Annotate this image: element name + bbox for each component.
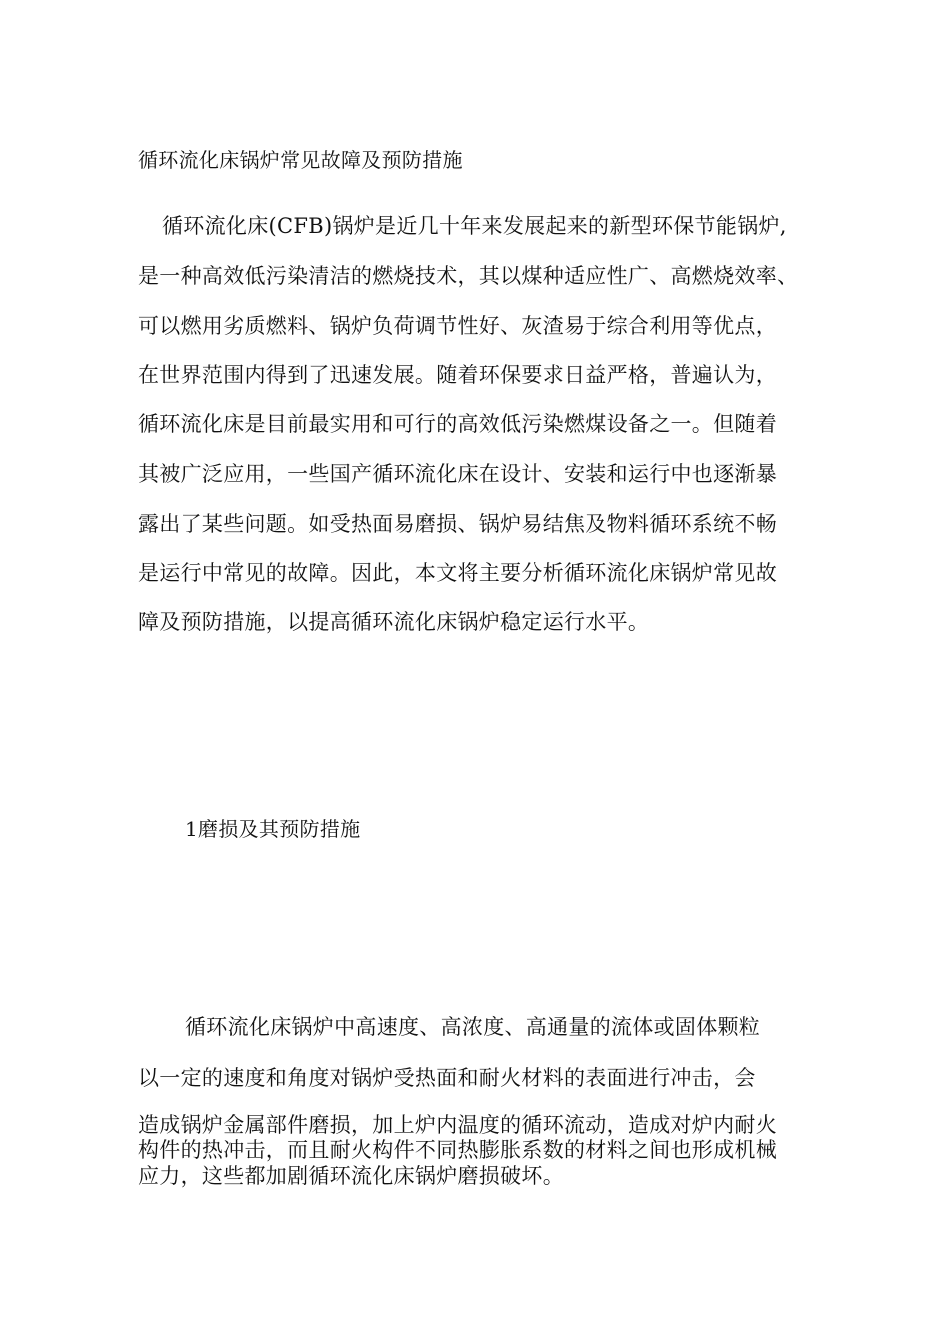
intro-line-3: 可以燃用劣质燃料、锅炉负荷调节性好、灰渣易于综合利用等优点， — [138, 314, 777, 338]
intro-line-6: 其被广泛应用，一些国产循环流化床在设计、安装和运行中也逐渐暴 — [138, 462, 777, 486]
intro-line-9: 障及预防措施，以提高循环流化床锅炉稳定运行水平。 — [138, 610, 650, 634]
intro-line-1: 循环流化床(CFB)锅炉是近几十年来发展起来的新型环保节能锅炉, — [162, 214, 787, 238]
intro-line-2: 是一种高效低污染清洁的燃烧技术，其以煤种适应性广、高燃烧效率、 — [138, 264, 799, 288]
section-line-1: 循环流化床锅炉中高速度、高浓度、高通量的流体或固体颗粒 — [185, 1015, 761, 1039]
intro-line-8: 是运行中常见的故障。因此，本文将主要分析循环流化床锅炉常见故 — [138, 561, 777, 585]
section-line-4: 构件的热冲击，而且耐火构件不同热膨胀系数的材料之间也形成机械 — [138, 1138, 777, 1162]
section-line-3: 造成锅炉金属部件磨损，加上炉内温度的循环流动，造成对炉内耐火 — [138, 1113, 777, 1137]
section-heading: 1磨损及其预防措施 — [185, 817, 361, 841]
intro-line-4: 在世界范围内得到了迅速发展。随着环保要求日益严格，普遍认为， — [138, 363, 777, 387]
intro-line-7: 露出了某些问题。如受热面易磨损、锅炉易结焦及物料循环系统不畅 — [138, 512, 777, 536]
intro-line-5: 循环流化床是目前最实用和可行的高效低污染燃煤设备之一。但随着 — [138, 412, 777, 436]
document-title: 循环流化床锅炉常见故障及预防措施 — [138, 148, 463, 172]
section-line-2: 以一定的速度和角度对锅炉受热面和耐火材料的表面进行冲击，会 — [138, 1066, 756, 1090]
section-line-5: 应力，这些都加剧循环流化床锅炉磨损破坏。 — [138, 1164, 564, 1188]
